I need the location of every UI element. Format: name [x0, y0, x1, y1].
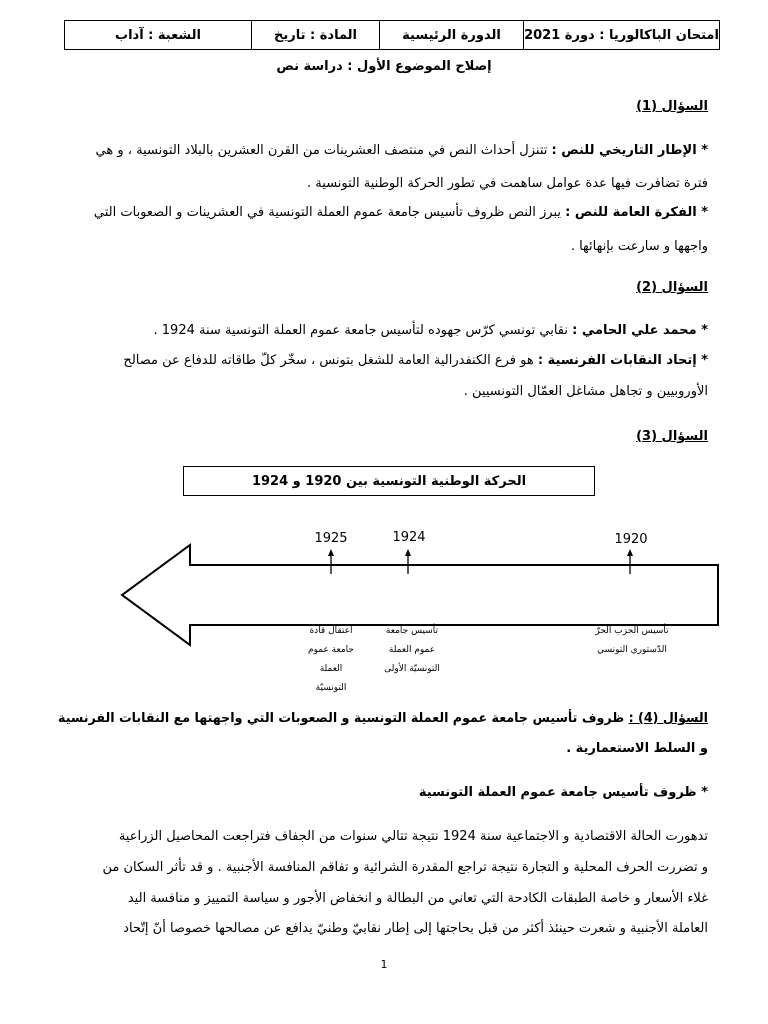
q2-hammi-text: نقابي تونسي كرّس جهوده لتأسيس جامعة عموم العملة التونسية سنة 1924 .	[153, 323, 568, 338]
header-branch: الشعبة : آداب	[115, 27, 201, 43]
q1-idea-text-2: واجهها و سارعت بإنهائها .	[570, 239, 708, 254]
q4-heading: السؤال (4) :	[628, 711, 708, 726]
q4-para-line-3: غلاء الأسعار و خاصة الطبقات الكادحة التي تعاني من البطالة و انخفاض الأجور و سياسة التمييز و منافسة اليد	[127, 891, 708, 906]
q4-para-line-4: العاملة الأجنبية و شعرت حينئذ أكثر من قبل بحاجتها إلى إطار نقابيّ وطنيّ يدافع عن مصالحها خصوصا أنّ إتّحاد	[123, 921, 708, 936]
page-number: 1	[380, 958, 388, 971]
q1-frame-label: * الإطار التاريخي للنص :	[551, 143, 708, 158]
event-1924-line-2: عموم العملة	[388, 645, 436, 655]
q1-frame-text-2: فترة تضافرت فيها عدة عوامل ساهمت في تطور الحركة الوطنية التونسية .	[307, 176, 708, 191]
event-1925-label	[296, 622, 366, 698]
q2-union-text-1: هو فرع الكنفدرالية العامة للشغل بتونس ، سخّر كلّ طاقاته للدفاع عن مصالح	[123, 353, 534, 368]
q2-heading: السؤال (2)	[636, 280, 708, 295]
q1-frame-text-1: تتنزل أحداث النص في منتصف العشرينات من القرن العشرين بالبلاد التونسية ، و هي	[95, 143, 548, 158]
event-1924-line-3: التونسيّة الأولى	[384, 664, 440, 674]
timeline-title: الحركة الوطنية التونسية بين 1920 و 1924	[183, 466, 595, 496]
q4-question-2: و السلط الاستعمارية .	[566, 741, 708, 756]
event-1920-line-1: تأسيس الحزب الحرّ	[595, 626, 669, 636]
header-session: الدورة الرئيسية	[379, 21, 523, 49]
q3-heading: السؤال (3)	[636, 429, 708, 444]
event-1920-label	[584, 622, 680, 660]
header-exam: امتحان الباكالوريا : دورة 2021	[523, 21, 719, 49]
header-subject: المادة : تاريخ	[251, 21, 379, 49]
event-1925-line-1: اعتقال قادة	[309, 626, 353, 636]
year-1924: 1924	[392, 530, 426, 545]
q4-question-1: ظروف تأسيس جامعة عموم العملة التونسية و الصعوبات التي واجهتها مع النقابات الفرنسية	[58, 711, 625, 726]
q1-idea-label: * الفكرة العامة للنص :	[565, 205, 708, 220]
event-1925-line-3: العملة	[319, 664, 343, 674]
q4-para-line-2: و تضررت الحرف المحلية و التجارة نتيجة تراجع المقدرة الشرائية و تفاقم المنافسة الأجنبية . و قد تأثر السكان من	[102, 860, 708, 875]
q2-union-label: * إتحاد النقابات الفرنسية :	[537, 353, 708, 368]
q2-hammi-label: * محمد علي الحامي :	[572, 323, 708, 338]
year-1920: 1920	[614, 532, 648, 547]
q1-heading: السؤال (1)	[636, 99, 708, 114]
event-1925-line-2: جامعة عموم	[308, 645, 354, 655]
event-1920-line-2: الدّستوري التونسي	[597, 645, 667, 655]
page-title: إصلاح الموضوع الأول : دراسة نص	[276, 59, 492, 74]
q4-para-line-1: تدهورت الحالة الاقتصادية و الاجتماعية سنة 1924 نتيجة تتالي سنوات من الجفاف فتراجعت المحاصيل الزراعية	[118, 829, 708, 844]
q4-subheading: * ظروف تأسيس جامعة عموم العملة التونسية	[418, 785, 708, 800]
q4-question-line-1	[58, 710, 708, 728]
q2-union-text-2: الأوروبيين و تجاهل مشاغل العمّال التونسيين .	[463, 384, 708, 399]
event-1924-label	[370, 622, 454, 679]
event-1924-line-1: تأسيس جامعة	[385, 626, 439, 636]
q1-idea-text-1: يبرز النص ظروف تأسيس جامعة عموم العملة التونسية في العشرينات و الصعوبات التي	[93, 205, 562, 220]
event-1925-line-4: التونسيّة	[315, 683, 347, 693]
year-1925: 1925	[314, 531, 348, 546]
